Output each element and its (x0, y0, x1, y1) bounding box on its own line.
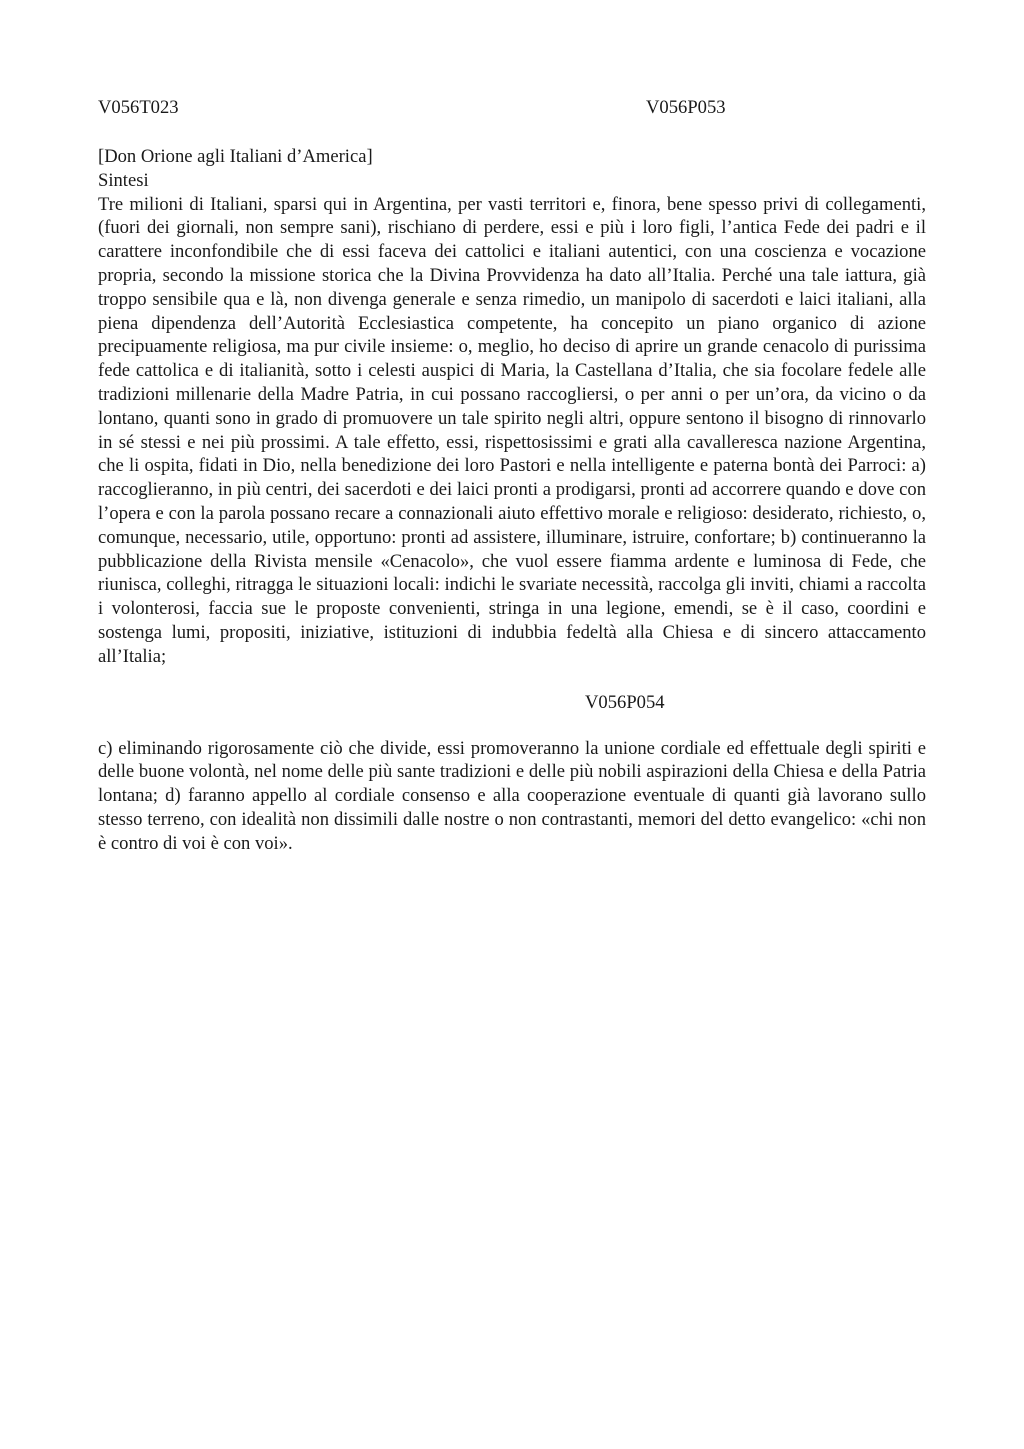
document-header (98, 96, 926, 120)
page-marker: V056P054 (585, 691, 665, 713)
title-block (98, 145, 926, 193)
document-code: V056T023 (98, 97, 179, 118)
page-break (98, 691, 926, 715)
body-paragraph-2: c) eliminando rigorosamente ciò che divide, essi promoveranno la unione cordiale ed effettuale degli spiriti e delle buone volontà, nel nome delle più sante tradizioni e delle più nobili aspirazioni della Chiesa e della Patria lontana; d) faranno appello al cordiale consenso e alla cooperazione eventuale di quanti già lavorano sullo stesso terreno, con idealità non dissimili dalle nostre o non contrastanti, memori del detto evangelico: «chi non è contro di voi è con voi». (98, 737, 926, 854)
document-page (98, 96, 926, 856)
page-code: V056P053 (646, 97, 726, 118)
section-label: Sintesi (98, 169, 149, 191)
body-paragraph-1: Tre milioni di Italiani, sparsi qui in Argentina, per vasti territori e, finora, bene spesso privi di collegamenti, (fuori dei giornali, non sempre sani), rischiano di perdere, essi e più i loro figli, l’antica Fede dei padri e il carattere inconfondibile che di essi faceva dei cattolici e italiani autentici, con una coscienza e vocazione propria, secondo la missione storica che la Divina Provvidenza ha dato all’Italia. Perché una tale iattura, già troppo sensibile qua e là, non divenga generale e senza rimedio, un manipolo di sacerdoti e laici italiani, alla piena dipendenza dell’Autorità Ecclesiastica competente, ha concepito un piano organico di azione precipuamente religiosa, ma pur civile insieme: o, meglio, ho deciso di aprire un grande cenacolo di purissima fede cattolica e di italianità, sotto i celesti auspici di Maria, la Castellana d’Italia, che sia focolare fedele alle tradizioni millenarie della Madre Patria, in cui possano raccogliersi, o per anni o per un’ora, da vicino o da lontano, quanti sono in grado di promuovere un tale spirito negli altri, oppure sentono il bisogno di rinnovarlo in sé stessi e nei più prossimi. A tale effetto, essi, rispettosissimi e grati alla cavalleresca nazione Argentina, che li ospita, fidati in Dio, nella benedizione dei loro Pastori e nella intelligente e paterna bontà dei Parroci: a) raccoglieranno, in più centri, dei sacerdoti e dei laici pronti a prodigarsi, pronti ad accorrere quando e dove con l’opera e con la parola possano recare a connazionali aiuto effettivo morale e religioso: desiderato, richiesto, o, comunque, necessario, utile, opportuno: pronti ad assistere, illuminare, istruire, confortare; b) continueranno la pubblicazione della Rivista mensile «Cenacolo», che vuol essere fiamma ardente e luminosa di Fede, che riunisca, colleghi, ritragga le situazioni locali: indichi le svariate necessità, raccolga gli inviti, chiami a raccolta i volonterosi, faccia sue le proposte convenienti, stringa in una legione, emendi, se è il caso, coordini e sostenga lumi, propositi, iniziative, istituzioni di indubbia fedeltà alla Chiesa e di sincero attaccamento all’Italia; (98, 193, 926, 667)
document-title: [Don Orione agli Italiani d’America] (98, 146, 373, 167)
